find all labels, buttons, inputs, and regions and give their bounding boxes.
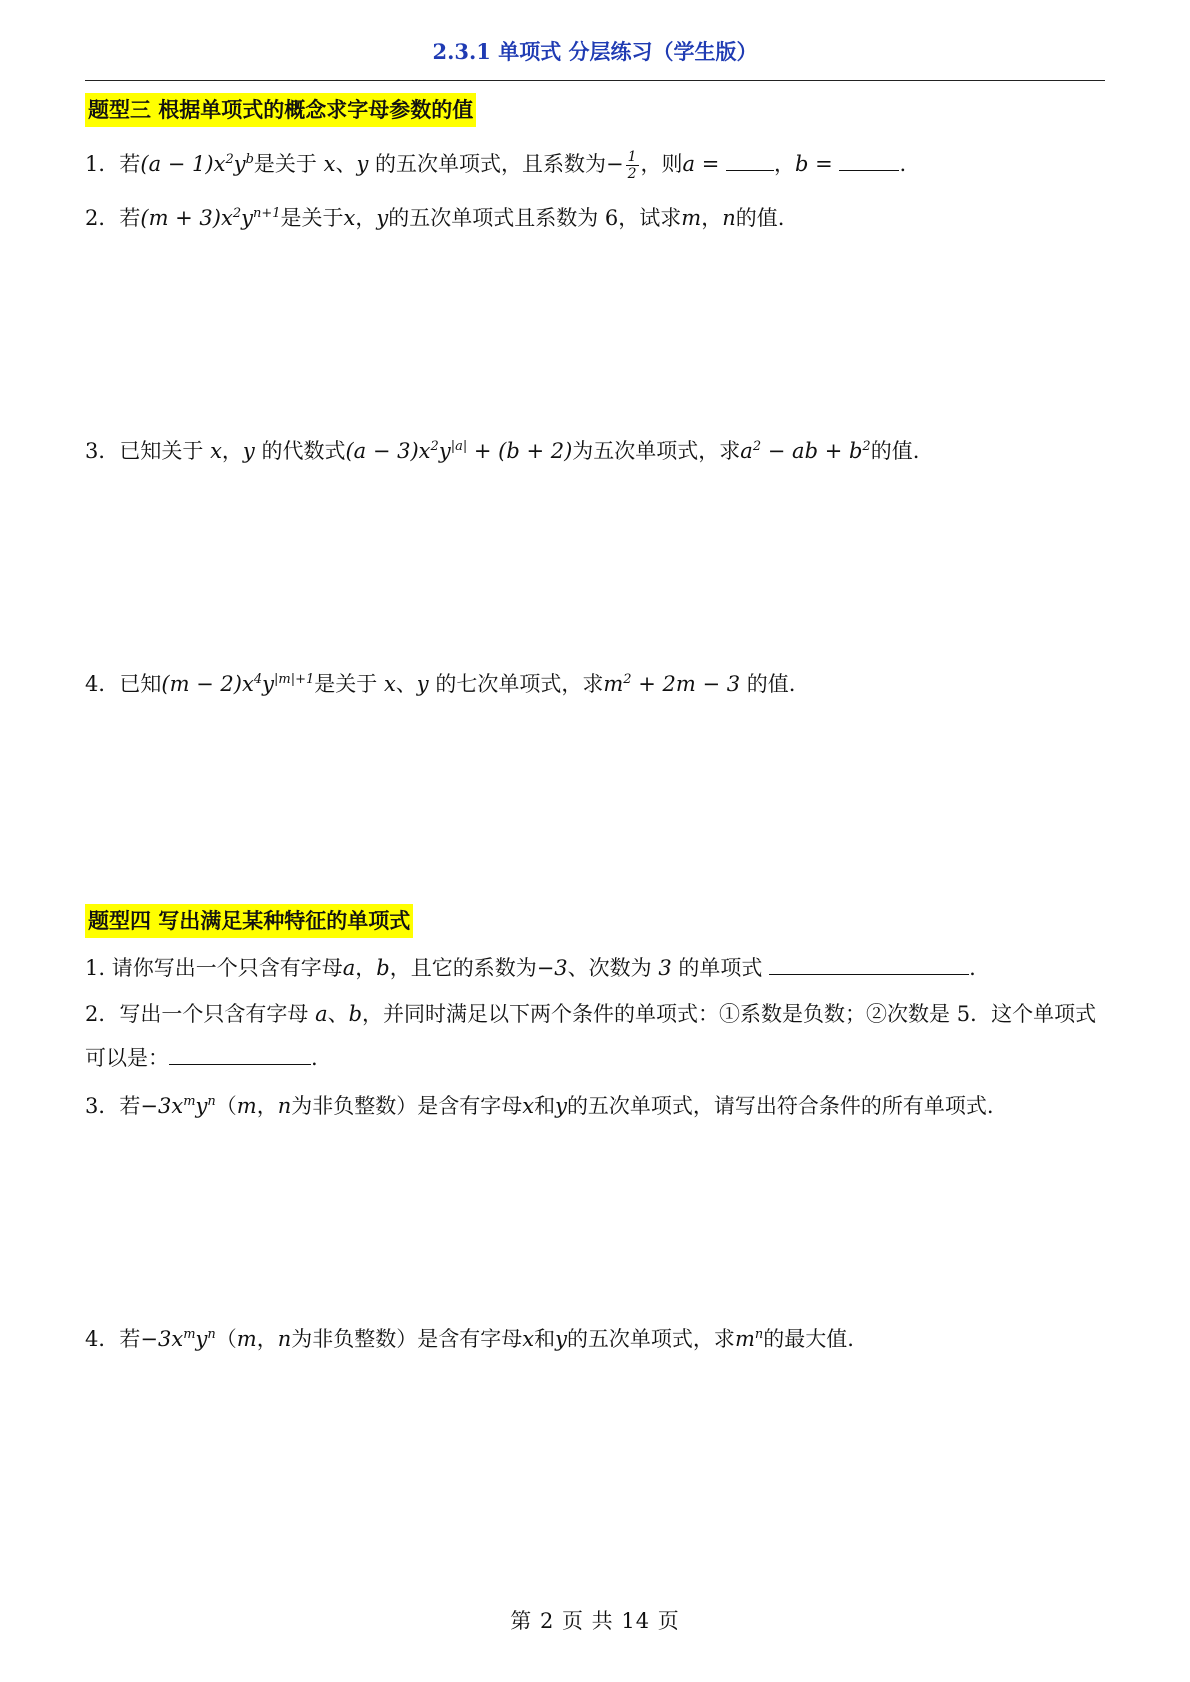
question-3-4: 4．已知$(m - 2)x^4y^{|m|+1}$是关于 x、y 的七次单项式，求$m^2 + 2m - 3$ 的值.: [85, 672, 796, 696]
answer-blank-b[interactable]: [839, 146, 899, 171]
question-3-2: 2．若$(m + 3)x^2y^{n+1}$是关于x，y的五次单项式且系数为 6，试求m，n的值.: [85, 206, 785, 230]
question-4-1: 1. 请你写出一个只含有字母a，b，且它的系数为−3、次数为 3 的单项式 .: [85, 946, 1110, 990]
question-3-3: 3．已知关于 x，y 的代数式$(a - 3)x^2y^{|a|} + (b + 2)$为五次单项式，求$a^2$ − ab + $b^2$的值.: [85, 439, 920, 463]
question-4-4: 4．若$-3x^my^n(m$，n为非负整数）是含有字母x和y的五次单项式，求$m^n$的最大值.: [85, 1327, 854, 1351]
answer-blank[interactable]: [169, 1040, 311, 1065]
section-heading-type-4: 题型四 写出满足某种特征的单项式: [85, 904, 413, 938]
answer-blank-a[interactable]: [726, 146, 774, 171]
page-footer: 第 2 页 共 14 页: [510, 1609, 680, 1633]
header-divider: [85, 80, 1105, 81]
answer-blank[interactable]: [769, 950, 969, 975]
page-title: 2.3.1 单项式 分层练习（学生版）: [432, 39, 758, 64]
question-3-1: 1．若$(a - 1)x^2y^b$是关于 x、y 的五次单项式，且系数为− $\frac{1}{2}$ ，则a = ，b = .: [85, 142, 1110, 186]
question-4-3: 3．若$-3x^my^n(m$，n为非负整数）是含有字母x和y的五次单项式，请写出符合条件的所有单项式.: [85, 1094, 994, 1118]
fraction: $\frac{1}{2}$: [627, 149, 637, 182]
section-heading-type-3: 题型三 根据单项式的概念求字母参数的值: [85, 93, 476, 127]
question-4-2: 2．写出一个只含有字母 a、b，并同时满足以下两个条件的单项式：①系数是负数；②次数是 5．这个单项式可以是： .: [85, 1002, 1097, 1070]
